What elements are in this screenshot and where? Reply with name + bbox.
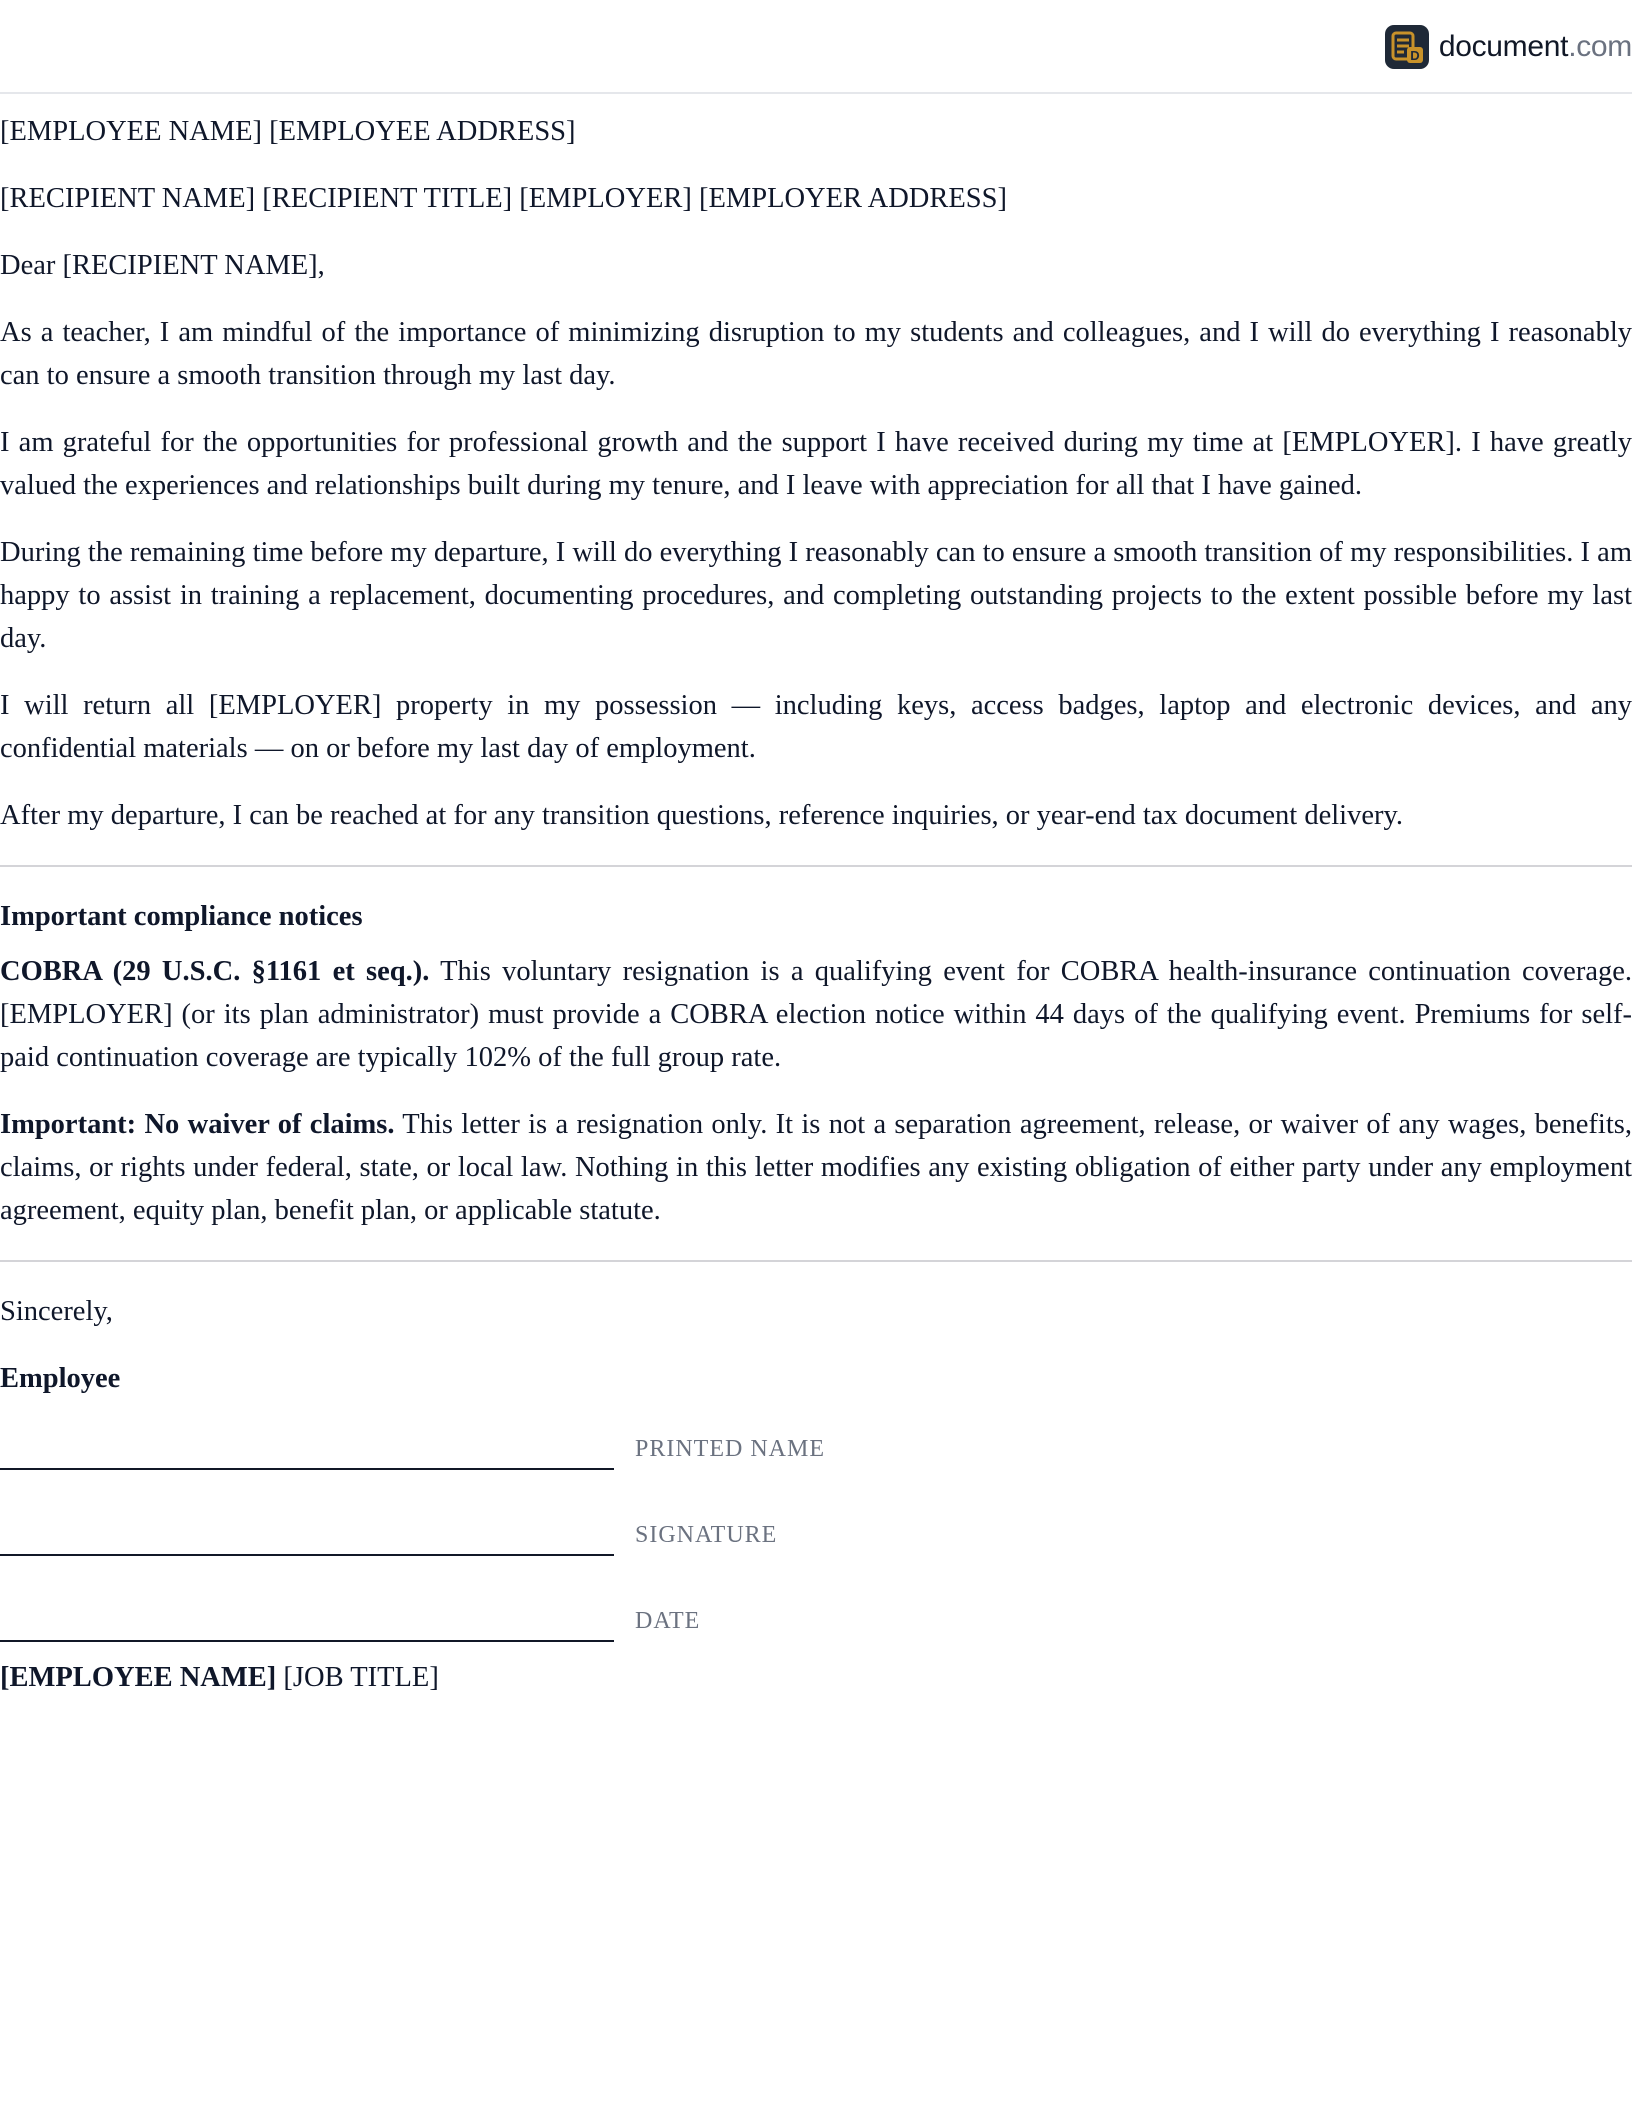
page-header xyxy=(0,0,1632,94)
date-line[interactable] xyxy=(0,1586,614,1642)
signer-name-line xyxy=(0,1656,1632,1699)
brand-name-main: document xyxy=(1438,30,1569,63)
document-logo-icon xyxy=(1385,25,1429,69)
svg-text:D: D xyxy=(1410,48,1420,63)
printed-name-line[interactable] xyxy=(0,1414,614,1470)
paragraph-transition: As a teacher, I am mindful of the importance of minimizing disruption to my students and colleagues, and I will do everything I reasonably can to ensure a smooth transition through my last day. xyxy=(0,317,1632,391)
signer-role: Employee xyxy=(0,1363,121,1394)
salutation: Dear [RECIPIENT NAME], xyxy=(0,250,325,281)
date-label: DATE xyxy=(635,1608,701,1634)
printed-name-label: PRINTED NAME xyxy=(635,1436,825,1462)
waiver-lead: Important: No waiver of claims. xyxy=(0,1109,395,1140)
cobra-notice xyxy=(0,950,1632,1079)
signature-field-signature[interactable] xyxy=(0,1500,1632,1586)
divider xyxy=(0,865,1632,867)
brand-name-domain: .com xyxy=(1568,30,1632,63)
signature-line[interactable] xyxy=(0,1500,614,1556)
brand-logo[interactable] xyxy=(1385,24,1632,70)
paragraph-contact: After my departure, I can be reached at for any transition questions, reference inquiries, or year-end tax document delivery. xyxy=(0,800,1403,831)
signature-field-printed-name[interactable] xyxy=(0,1414,1632,1500)
recipient-line: [RECIPIENT NAME] [RECIPIENT TITLE] [EMPLOYER] [EMPLOYER ADDRESS] xyxy=(0,183,1007,214)
signature-field-date[interactable] xyxy=(0,1586,1632,1656)
divider xyxy=(0,1260,1632,1262)
waiver-text: This letter is a resignation only. It is not a separation agreement, release, or waiver of any wages, benefits, claims, or rights under federal, state, or local law. Nothing in this letter modifies any existing obligation of either party under any employment agreement, equity plan, benefit plan, or applicable statute. xyxy=(0,1109,1632,1226)
signer-job-title: [JOB TITLE] xyxy=(276,1662,439,1693)
employee-line: [EMPLOYEE NAME] [EMPLOYEE ADDRESS] xyxy=(0,116,576,147)
paragraph-responsibilities: During the remaining time before my departure, I will do everything I reasonably can to ensure a smooth transition of my responsibilities. I am happy to assist in training a replacement, documenting procedures, and completing outstanding projects to the extent possible before my last day. xyxy=(0,537,1632,654)
signer-name: [EMPLOYEE NAME] xyxy=(0,1662,277,1693)
waiver-notice xyxy=(0,1103,1632,1232)
letter-body xyxy=(0,110,1632,1723)
compliance-title: Important compliance notices xyxy=(0,901,363,932)
signature-label: SIGNATURE xyxy=(635,1522,778,1548)
cobra-lead: COBRA (29 U.S.C. §1161 et seq.). xyxy=(0,956,430,987)
brand-name xyxy=(1439,30,1632,64)
paragraph-gratitude: I am grateful for the opportunities for professional growth and the support I have received during my time at [EMPLOYER]. I have greatly valued the experiences and relationships built during my tenure, and I leave with appreciation for all that I have gained. xyxy=(0,427,1632,501)
cobra-text: This voluntary resignation is a qualifying event for COBRA health-insurance continuation coverage. [EMPLOYER] (or its plan administrator) must provide a COBRA election notice within 44 days of the qualifying event. Premiums for self-paid continuation coverage are typically 102% of the full group rate. xyxy=(0,956,1632,1073)
paragraph-property: I will return all [EMPLOYER] property in my possession — including keys, access badges, laptop and electronic devices, and any confidential materials — on or before my last day of employment. xyxy=(0,690,1632,764)
valediction: Sincerely, xyxy=(0,1296,113,1327)
